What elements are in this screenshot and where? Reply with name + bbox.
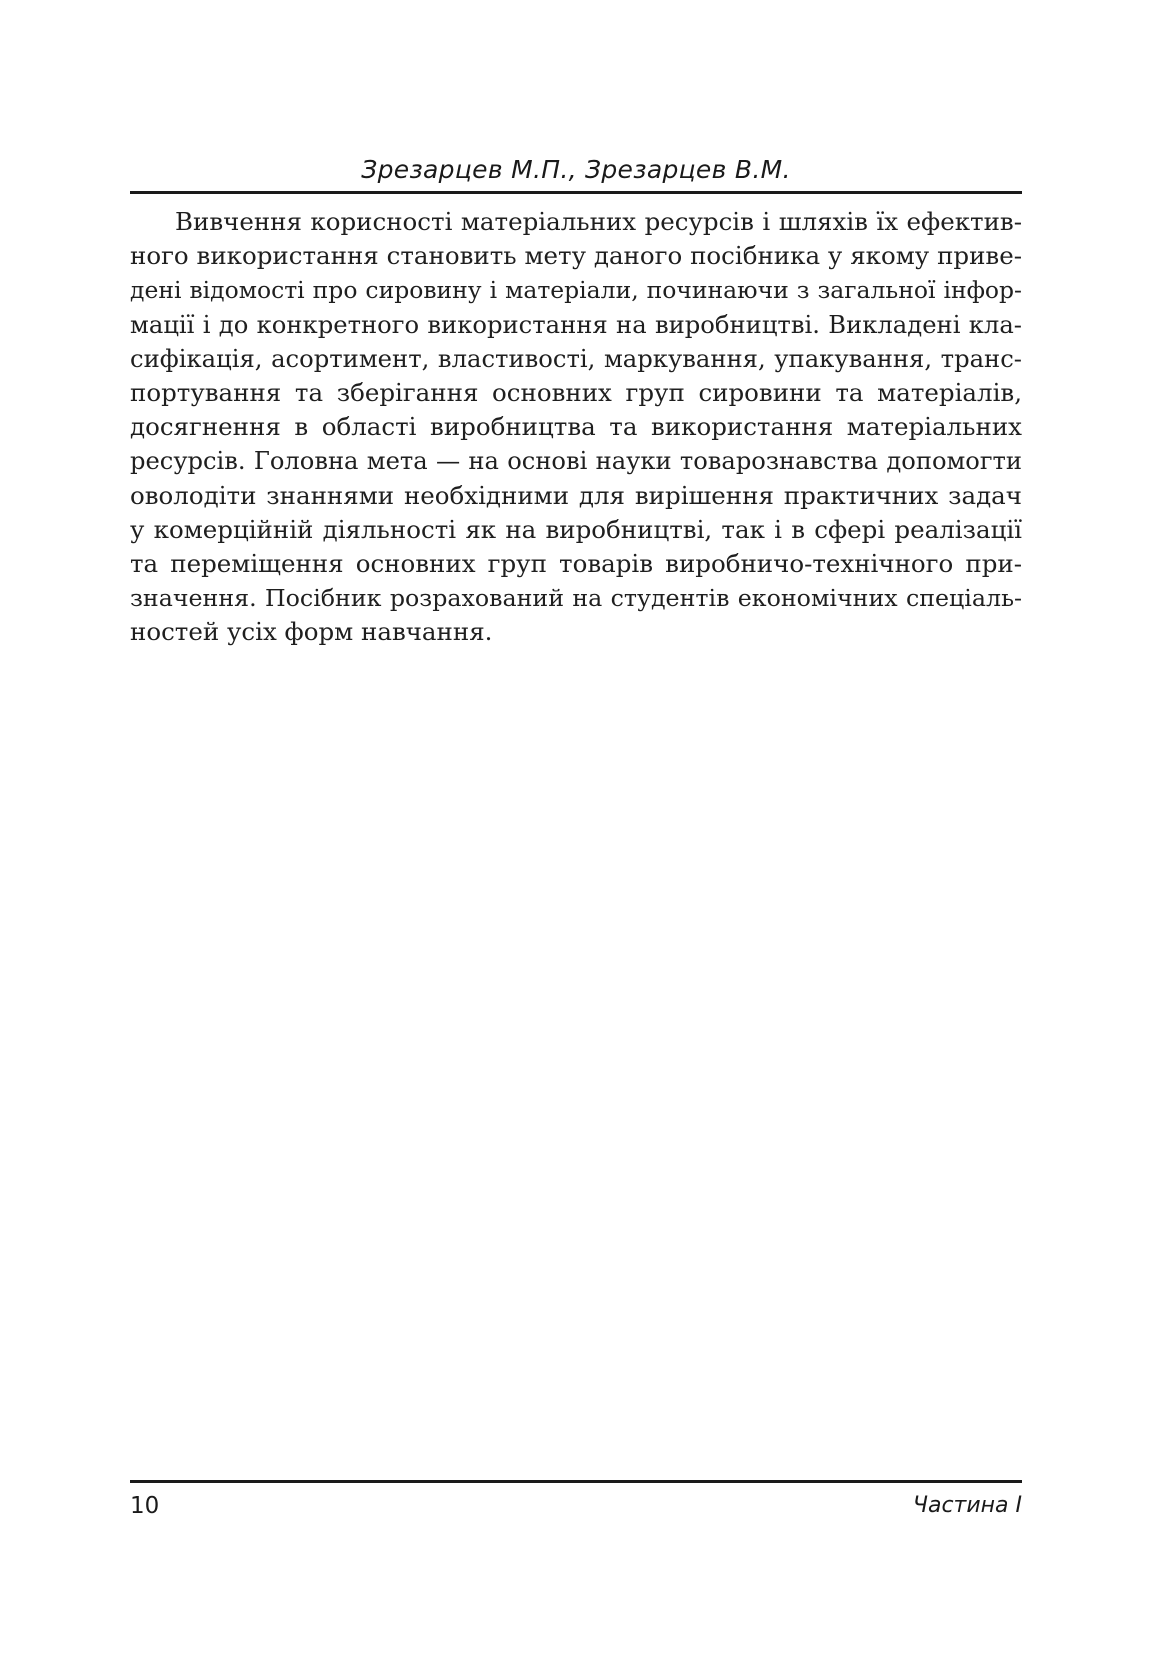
page-number: 10 [130, 1493, 160, 1519]
paragraph-line: сифікація, асортимент, властивості, маркування, упакування, транс- [130, 343, 1022, 373]
paragraph-line: досягнення в області виробництва та використання матеріальних [130, 412, 1022, 442]
paragraph-line: оволодіти знаннями необхідними для вирішення практичних задач [130, 480, 1022, 510]
paragraph-line: Вивчення корисності матеріальних ресурсів і шляхів їх ефектив- [175, 207, 1022, 236]
part-label: Частина I [912, 1493, 1022, 1518]
paragraph-line: ресурсів. Головна мета — на основі науки товарознавства допомогти [130, 447, 1022, 476]
paragraph-line: портування та зберігання основних груп сировини та матеріалів, [130, 377, 1022, 407]
running-head-authors: Зрезарцев М.П., Зрезарцев В.М. [361, 155, 791, 184]
paragraph-line: та переміщення основних груп товарів виробничо-технічного при- [130, 548, 1022, 578]
paragraph-line: ностей усіх форм навчання. [130, 617, 493, 647]
paragraph-line: дені відомості про сировину і матеріали, починаючи з загальної інфор- [130, 276, 1022, 305]
header-rule [130, 191, 1022, 194]
body-paragraph [130, 205, 1022, 649]
paragraph-line: значення. Посібник розрахований на студентів економічних спеціаль- [130, 584, 1022, 613]
footer-rule [130, 1480, 1022, 1483]
paragraph-line: мації і до конкретного використання на виробництві. Викладені кла- [130, 309, 1022, 339]
paragraph-line: ного використання становить мету даного посібника у якому приве- [130, 241, 1022, 271]
paragraph-line: у комерційній діяльності як на виробництві, так і в сфері реалізації [130, 514, 1022, 544]
